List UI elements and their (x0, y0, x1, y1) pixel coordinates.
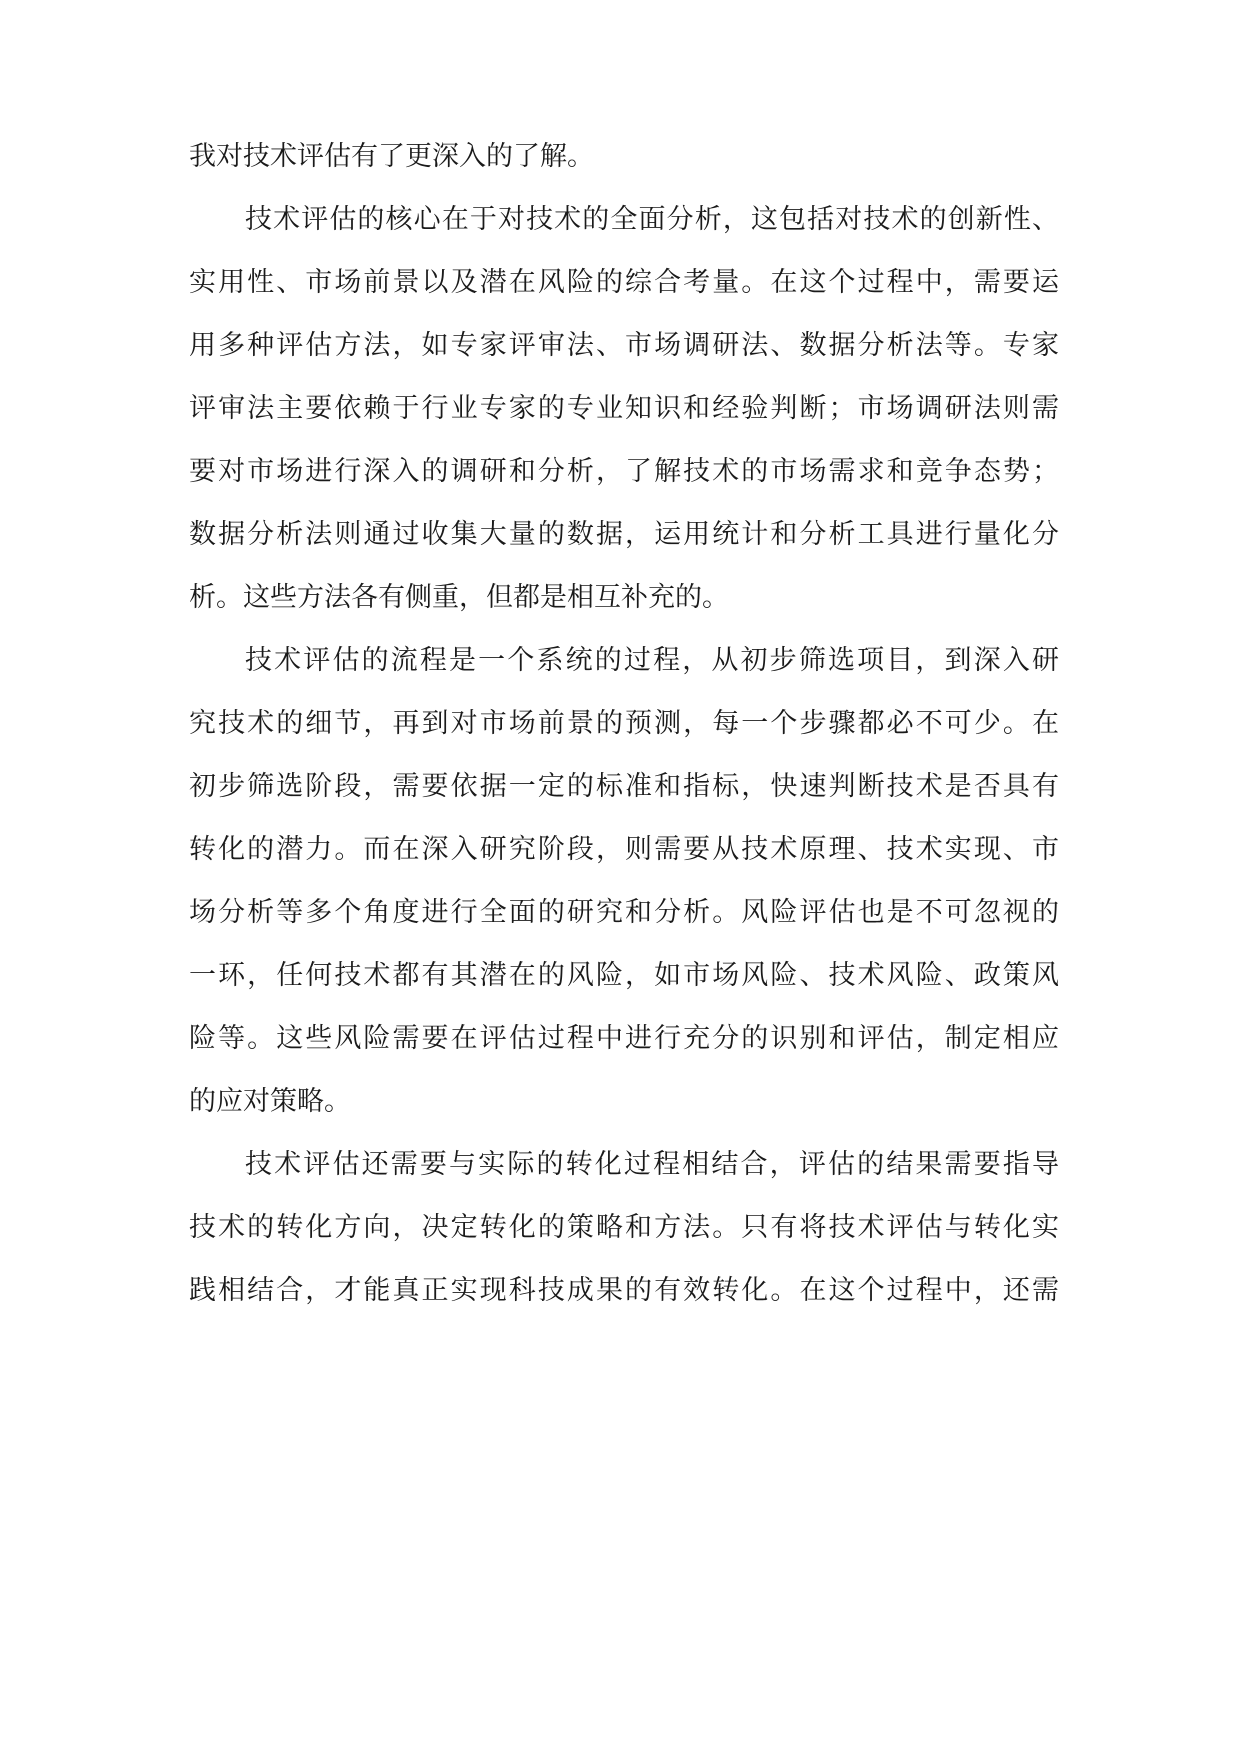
text-line: 要对市场进行深入的调研和分析，了解技术的市场需求和竞争态势； (189, 456, 1059, 487)
text-line: 初步筛选阶段，需要依据一定的标准和指标，快速判断技术是否具有 (189, 771, 1059, 802)
text-line: 我对技术评估有了更深入的了解。 (189, 141, 594, 172)
text-line: 技术的转化方向，决定转化的策略和方法。只有将技术评估与转化实 (189, 1212, 1059, 1243)
text-line: 析。这些方法各有侧重，但都是相互补充的。 (189, 582, 729, 613)
text-line: 技术评估的核心在于对技术的全面分析，这包括对技术的创新性、 (245, 204, 1059, 235)
text-line: 用多种评估方法，如专家评审法、市场调研法、数据分析法等。专家 (189, 330, 1059, 361)
text-line: 评审法主要依赖于行业专家的专业知识和经验判断；市场调研法则需 (189, 393, 1059, 424)
text-line: 技术评估还需要与实际的转化过程相结合，评估的结果需要指导 (245, 1149, 1059, 1180)
text-line: 究技术的细节，再到对市场前景的预测，每一个步骤都必不可少。在 (189, 708, 1059, 739)
text-line: 践相结合，才能真正实现科技成果的有效转化。在这个过程中，还需 (189, 1275, 1059, 1306)
text-line: 场分析等多个角度进行全面的研究和分析。风险评估也是不可忽视的 (189, 897, 1059, 928)
text-line: 数据分析法则通过收集大量的数据，运用统计和分析工具进行量化分 (189, 519, 1059, 550)
text-line: 一环，任何技术都有其潜在的风险，如市场风险、技术风险、政策风 (189, 960, 1059, 991)
text-line: 技术评估的流程是一个系统的过程，从初步筛选项目，到深入研 (245, 645, 1059, 676)
text-line: 险等。这些风险需要在评估过程中进行充分的识别和评估，制定相应 (189, 1023, 1059, 1054)
text-line: 的应对策略。 (189, 1086, 351, 1117)
text-line: 转化的潜力。而在深入研究阶段，则需要从技术原理、技术实现、市 (189, 834, 1059, 865)
text-line: 实用性、市场前景以及潜在风险的综合考量。在这个过程中，需要运 (189, 267, 1059, 298)
